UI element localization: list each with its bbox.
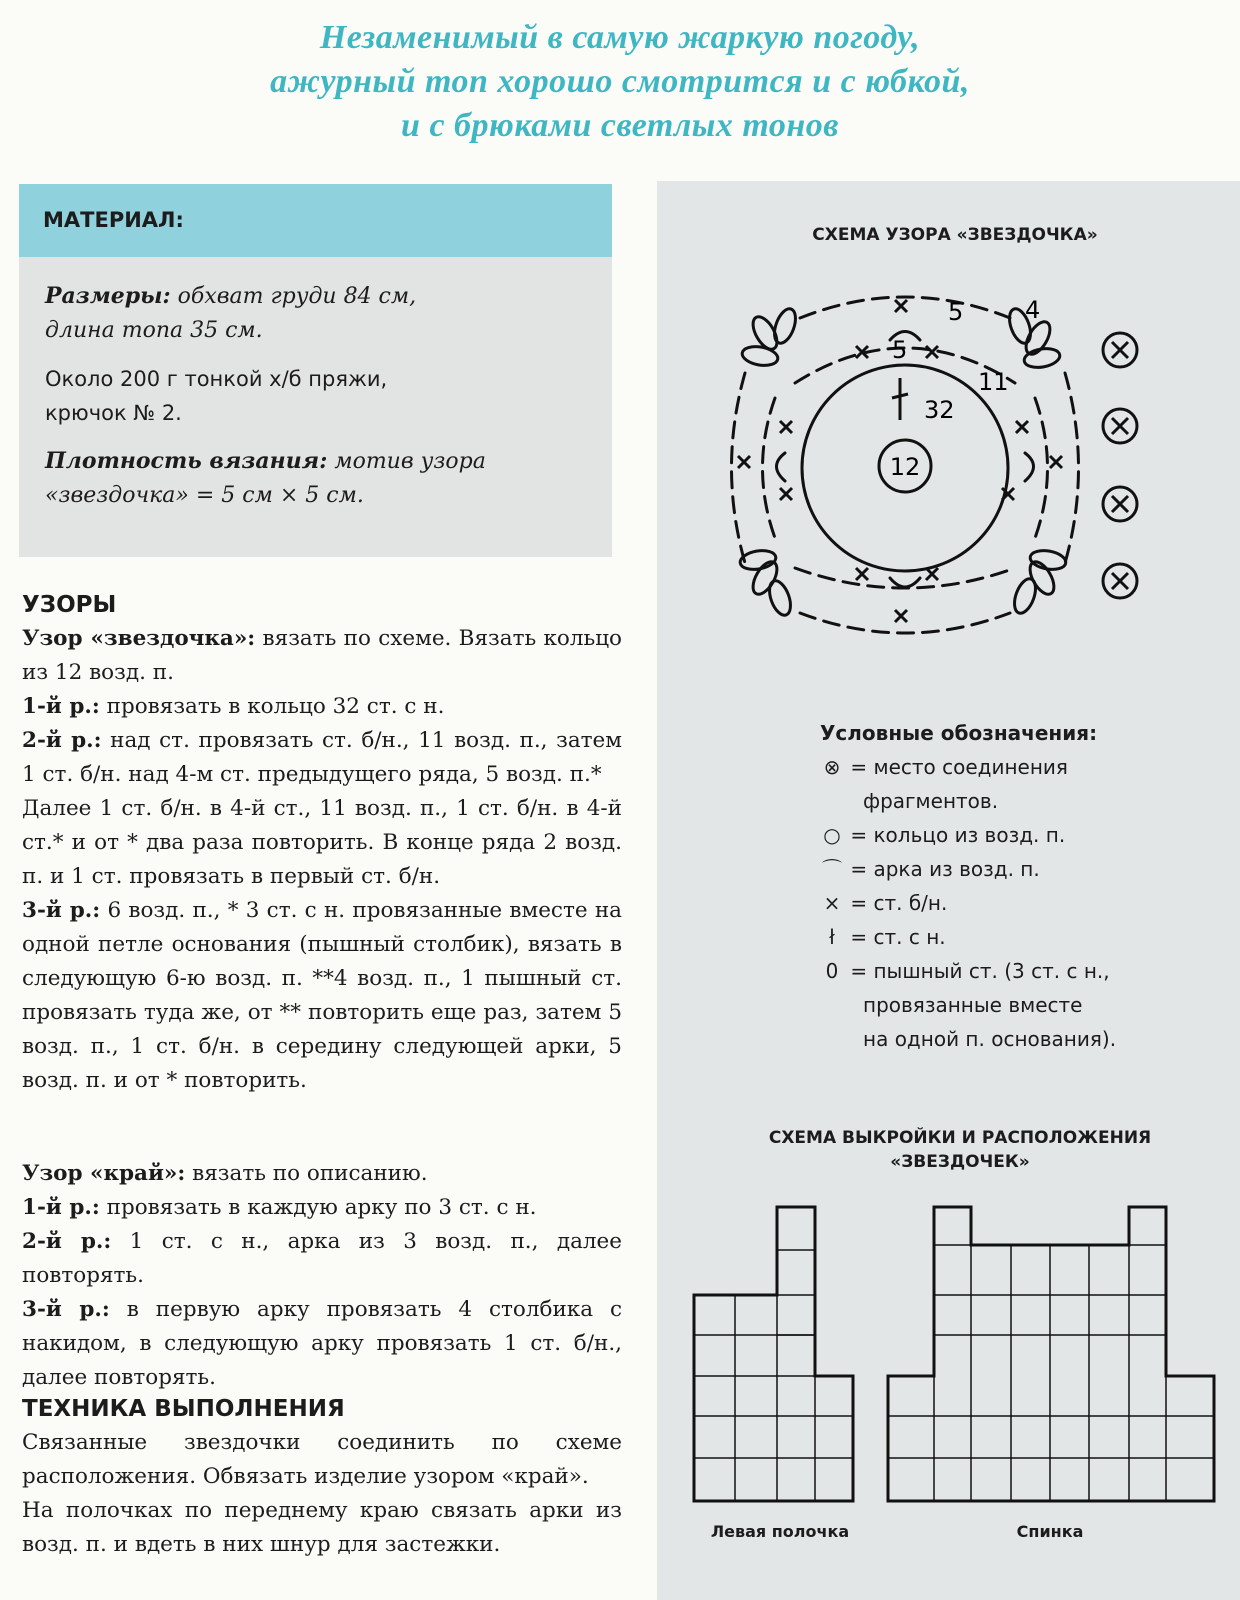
arch-icon: ⌒ [822, 857, 842, 881]
small-arch-right [1025, 453, 1034, 481]
technique-paragraph-2: На полочках по переднему краю связать арки из возд. п. и вдеть в них шнур для застежки. [22, 1498, 622, 1557]
arc-small-count-top: 5 [892, 336, 908, 364]
yarn-line-1: Около 200 г тонкой х/б пряжи, [45, 367, 388, 391]
headline-line-1: Незаменимый в самую жаркую погоду, [319, 19, 921, 56]
headline-line-2: ажурный топ хорошо смотрится и с юбкой, [270, 63, 970, 100]
legend: Условные обозначения: ⊗ = место соединения фрагментов. ○ = кольцо из возд. п. ⌒ = арка из возд. п. × = ст. б/н. ł = ст. с н. 0 = пышный ст. (3 ст. с н., провязанные вместе на одной п. основания). [820, 716, 1116, 1056]
legend-item-puff: 0 = пышный ст. (3 ст. с н., [820, 954, 1116, 988]
arc-small-count: 5 [948, 298, 964, 326]
layout-scheme-title: СХЕМА ВЫКРОЙКИ И РАСПОЛОЖЕНИЯ «ЗВЕЗДОЧЕК» [768, 1128, 1152, 1172]
petal-count: 4 [1025, 296, 1041, 324]
arc-big-count: 11 [978, 368, 1009, 396]
edge-pattern-label: Узор «край»: [22, 1161, 186, 1186]
row1-count: 32 [924, 396, 955, 424]
left-front-label: Левая полочка [710, 1522, 850, 1541]
row1-text: провязать в кольцо 32 ст. с н. [106, 694, 445, 719]
row2-text-2: Далее 1 ст. б/н. в 4-й ст., 11 возд. п., 1 ст. б/н. в 4-й ст.* и от * два раза повторить. В конце ряда 2 возд. п. и 1 ст. провязать в первый ст. б/н. [22, 796, 622, 889]
legend-item-sc: × = ст. б/н. [820, 886, 1116, 920]
technique-paragraph-1: Связанные звездочки соединить по схеме расположения. Обвязать изделие узором «край». [22, 1430, 622, 1489]
star-diagram [720, 278, 1160, 658]
left-front-grid [690, 1205, 870, 1505]
small-arch-bottom [890, 578, 920, 587]
row3-label: 3-й р.: [22, 898, 101, 923]
join-markers [1103, 333, 1137, 598]
edge-row1-label: 1-й р.: [22, 1195, 100, 1220]
edge-row2-label: 2-й р.: [22, 1229, 112, 1254]
technique-title: ТЕХНИКА ВЫПОЛНЕНИЯ [22, 1396, 345, 1422]
outer-arc-bottom [800, 613, 1010, 633]
edge-row3-label: 3-й р.: [22, 1297, 110, 1322]
headline-line-3: и с брюками светлых тонов [401, 107, 839, 144]
star-pattern-intro: вязать по схеме. Вязать кольцо из 12 возд. п. [22, 626, 622, 685]
sizes-text: обхват груди 84 см, [177, 284, 417, 309]
material-body [19, 257, 612, 513]
legend-title: Условные обозначения: [820, 721, 1098, 745]
material-header [19, 184, 612, 257]
sizes-label: Размеры: [45, 283, 171, 309]
puff-icon: 0 [825, 959, 839, 983]
row3-text: 6 возд. п., * 3 ст. с н. провязанные вместе на одной петле основания (пышный столбик), вязать в следующую 6-ю возд. п. **4 возд. п., 1 пышный ст. провязать туда же, от ** повторить еще раз, затем 5 возд. п., 1 ст. б/н. в середину следующей арки, 5 возд. п. и от * повторить. [22, 898, 622, 1093]
patterns-section [22, 588, 622, 1098]
headline [0, 16, 1240, 148]
technique-section [22, 1392, 622, 1562]
outer-arc-right [1065, 373, 1079, 563]
row2-arc-right [1035, 398, 1048, 538]
edge-row3-text: в первую арку провязать 4 столбика с накидом, в следующую арку провязать 1 ст. б/н., далее повторять. [22, 1297, 622, 1390]
ring-icon: ○ [823, 823, 841, 847]
edge-row1-text: провязать в каждую арку по 3 ст. с н. [106, 1195, 537, 1220]
row2-text: над ст. провязать ст. б/н., 11 возд. п., затем 1 ст. б/н. над 4-м ст. предыдущего ряда, 5 возд. п.* [22, 728, 622, 787]
row1-label: 1-й р.: [22, 694, 100, 719]
legend-item-join: ⊗ = место соединения [820, 750, 1116, 784]
legend-item-arch: ⌒ = арка из возд. п. [820, 852, 1116, 886]
material-title: МАТЕРИАЛ: [43, 208, 184, 232]
small-arch-left [777, 453, 786, 481]
star-pattern-label: Узор «звездочка»: [22, 626, 256, 651]
diagram-title: СХЕМА УЗОРА «ЗВЕЗДОЧКА» [812, 225, 1098, 245]
edge-section [22, 1157, 622, 1395]
back-grid [884, 1205, 1224, 1505]
density-text: мотив узора [334, 449, 486, 474]
edge-pattern-intro: вязать по описанию. [192, 1161, 428, 1186]
material-box [19, 184, 612, 557]
patterns-title: УЗОРЫ [22, 592, 117, 618]
cross-icon: × [823, 891, 841, 915]
sizes-text-2: длина топа 35 см. [45, 318, 263, 343]
legend-item-ring: ○ = кольцо из возд. п. [820, 818, 1116, 852]
back-label: Спинка [1016, 1522, 1084, 1541]
ring-count: 12 [889, 453, 921, 481]
join-icon: ⊗ [823, 755, 841, 779]
density-label: Плотность вязания: [45, 448, 328, 474]
row2-arc-left [763, 398, 776, 538]
legend-item-dc: ł = ст. с н. [820, 920, 1116, 954]
stitch-icon: ł [829, 925, 835, 949]
yarn-line-2: крючок № 2. [45, 401, 182, 425]
density-text-2: «звездочка» = 5 см × 5 см. [45, 483, 364, 508]
edge-row2-text: 1 ст. с н., арка из 3 возд. п., далее повторять. [22, 1229, 622, 1288]
row2-label: 2-й р.: [22, 728, 102, 753]
